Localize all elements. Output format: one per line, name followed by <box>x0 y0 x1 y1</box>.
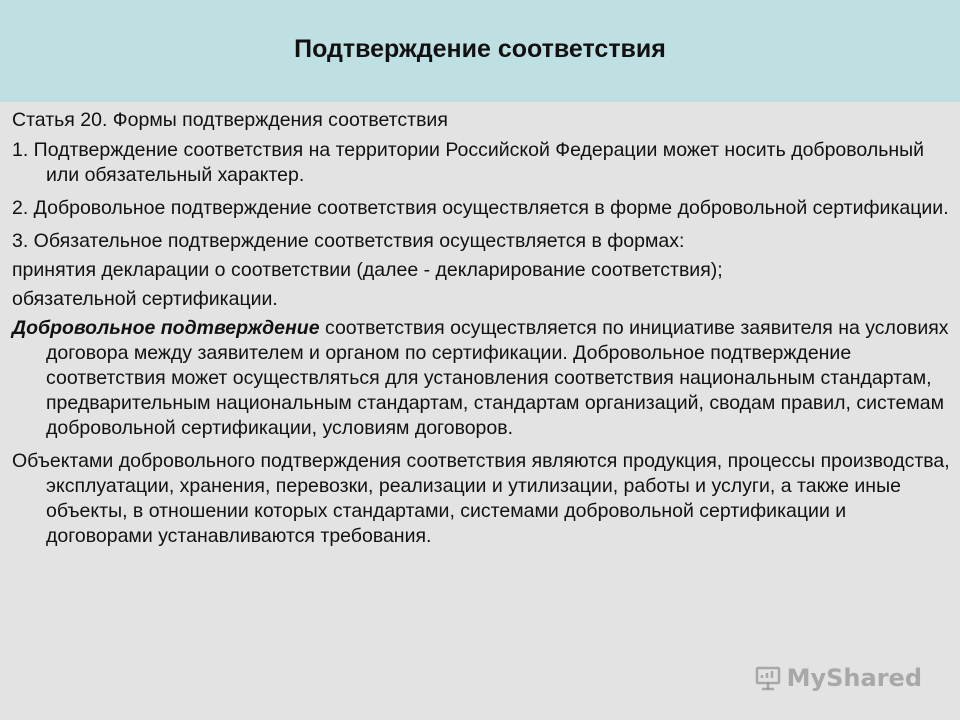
paragraph-3: 3. Обязательное подтверждение соответствия осуществляется в формах: <box>12 230 685 252</box>
slide-body <box>12 108 952 549</box>
paragraph-3a: принятия декларации о соответствии (далее - декларирование соответствия); <box>12 259 723 281</box>
paragraph-1: 1. Подтверждение соответствия на территории Российской Федерации может носить добровольный или обязательный характер. <box>12 139 925 186</box>
watermark-text: MyShared <box>786 664 922 692</box>
paragraph-4-text: соответствия осуществляется по инициативе заявителя на условиях договора между заявителем и органом по сертификации. Добровольное подтверждение соответствия может осуществляться для установления соответствия национальным стандартам, предварительным национальным стандартам, стандартам организаций, сводам правил, системам добровольной сертификации, условиям договоров. <box>46 317 949 439</box>
voluntary-confirmation-term: Добровольное подтверждение <box>12 317 320 339</box>
slide-header <box>0 0 960 102</box>
paragraph-5: Объектами добровольного подтверждения соответствия являются продукция, процессы производства, эксплуатации, хранения, перевозки, реализации и утилизации, работы и услуги, а также иные объекты, в отношении которых стандартами, системами добровольной сертификации и договорами устанавливаются требования. <box>12 450 950 547</box>
paragraph-4 <box>12 316 952 441</box>
paragraph-3b: обязательной сертификации. <box>12 288 278 310</box>
article-heading: Статья 20. Формы подтверждения соответствия <box>12 109 448 131</box>
presentation-icon <box>755 665 781 691</box>
watermark <box>755 664 922 692</box>
paragraph-2: 2. Добровольное подтверждение соответствия осуществляется в форме добровольной сертификации. <box>12 197 949 219</box>
slide-title: Подтверждение соответствия <box>294 34 666 63</box>
